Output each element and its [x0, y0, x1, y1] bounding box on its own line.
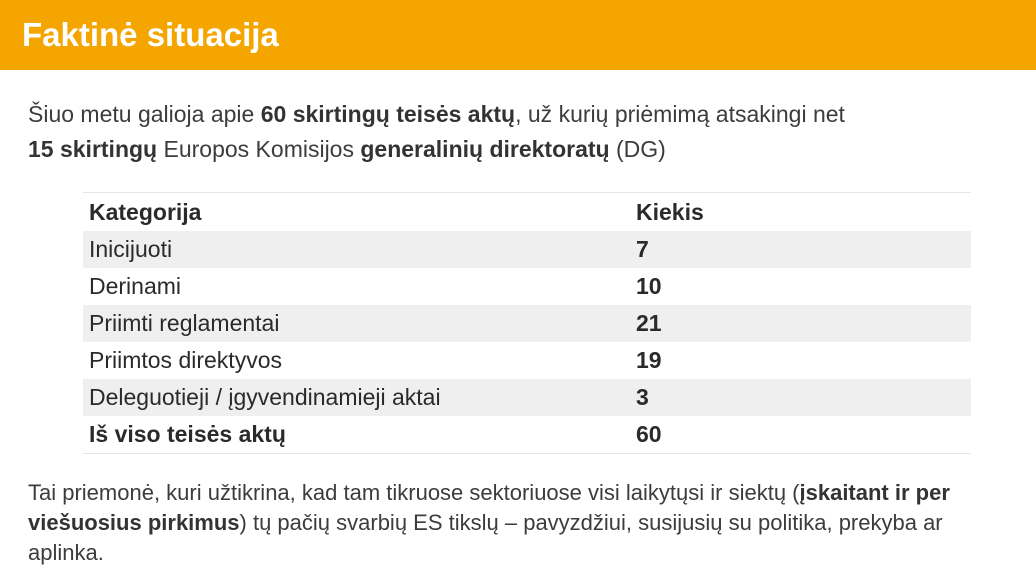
- row-count: 10: [636, 273, 662, 299]
- page-title: Faktinė situacija: [22, 16, 279, 53]
- intro-text-2: , už kurių priėmimą atsakingi net: [515, 101, 845, 127]
- row-count: 19: [636, 347, 662, 373]
- table-header-row: [83, 193, 971, 232]
- row-category: Inicijuoti: [89, 236, 173, 262]
- header-count: Kiekis: [628, 193, 971, 232]
- table-row: [83, 268, 971, 305]
- intro-paragraph: [28, 97, 1018, 167]
- intro-text-3: Europos Komisijos: [157, 136, 361, 162]
- table-row: [83, 231, 971, 268]
- total-category: Iš viso teisės aktų: [83, 416, 628, 453]
- intro-text-4: (DG): [609, 136, 666, 162]
- table-row: [83, 342, 971, 379]
- intro-bold-3: generalinių direktoratų: [360, 136, 610, 162]
- header-bar: [0, 0, 1036, 70]
- row-count: 3: [636, 384, 649, 410]
- table-row: [83, 379, 971, 416]
- header-category: Kategorija: [83, 193, 628, 232]
- row-category: Priimtos direktyvos: [89, 347, 282, 373]
- table-total-row: [83, 416, 971, 453]
- table-row: [83, 305, 971, 342]
- total-count: 60: [628, 416, 971, 453]
- intro-bold-1: 60 skirtingų teisės aktų: [260, 101, 516, 127]
- row-category: Priimti reglamentai: [89, 310, 280, 336]
- footer-bold-1: įskaitant ir per viešuosius pirkimus: [28, 480, 950, 535]
- row-count: 7: [636, 236, 649, 262]
- row-category: Deleguotieji / įgyvendinamieji aktai: [89, 384, 441, 410]
- row-category: Derinami: [89, 273, 182, 299]
- footer-paragraph: [28, 478, 1018, 568]
- acts-table: [83, 192, 971, 454]
- footer-text-1: Tai priemonė, kuri užtikrina, kad tam tikruose sektoriuose visi laikytųsi ir siektų (: [28, 480, 800, 505]
- row-count: 21: [636, 310, 662, 336]
- footer-text-2: ) tų pačių svarbių ES tikslų – pavyzdžiui, susijusių su politika, prekyba ar aplinka.: [28, 510, 943, 565]
- intro-bold-2: 15 skirtingų: [28, 136, 158, 162]
- intro-text-1: Šiuo metu galioja apie: [28, 101, 261, 127]
